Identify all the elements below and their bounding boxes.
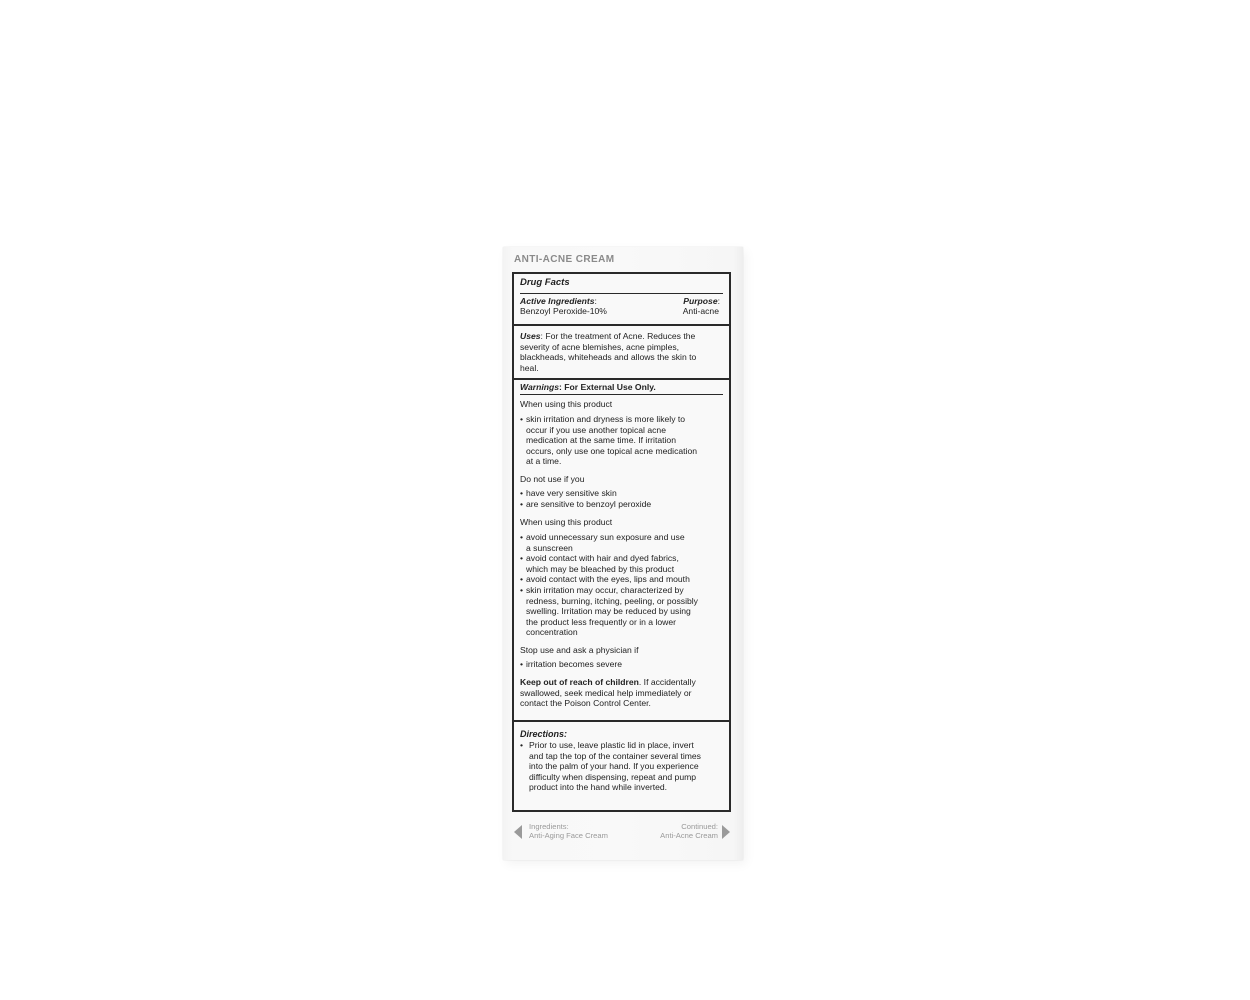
footer-right-line-2: Anti-Acne Cream xyxy=(660,831,718,840)
directions-line: into the palm of your hand. If you experience xyxy=(529,761,699,772)
section-divider xyxy=(514,378,729,380)
warning-line: a sunscreen xyxy=(526,542,573,553)
box-footer xyxy=(514,821,732,845)
warning-line: irritation becomes severe xyxy=(526,659,623,669)
active-ingredient-value: Benzoyl Peroxide-10% xyxy=(520,306,607,316)
warning-line: skin irritation may occur, characterized by xyxy=(526,585,684,595)
box-title: ANTI-ACNE CREAM xyxy=(514,254,615,265)
directions-line: product into the hand while inverted. xyxy=(529,782,668,793)
arrow-right-icon xyxy=(722,825,730,839)
product-box xyxy=(503,247,743,860)
keep-out-line-3: contact the Poison Control Center. xyxy=(520,698,651,709)
drug-facts-panel xyxy=(512,272,731,812)
bullet: • xyxy=(520,740,524,750)
section-divider xyxy=(514,324,729,326)
warning-line: are sensitive to benzoyl peroxide xyxy=(526,498,652,509)
uses-line-3: blackheads, whiteheads and allows the skin to xyxy=(520,352,697,363)
bullet: • xyxy=(520,659,524,669)
bullet: • xyxy=(520,414,524,424)
warning-line: medication at the same time. If irritation xyxy=(526,435,676,446)
warning-line: have very sensitive skin xyxy=(526,488,617,498)
warning-line: the product less frequently or in a lower xyxy=(526,616,676,627)
warning-line: concentration xyxy=(526,627,578,638)
warning-line: redness, burning, itching, peeling, or possibly xyxy=(526,595,698,606)
warnings-group3-title: When using this product xyxy=(520,517,613,527)
warning-line: which may be bleached by this product xyxy=(526,563,675,574)
directions-line: difficulty when dispensing, repeat and pump xyxy=(529,771,697,782)
drug-facts-heading: Drug Facts xyxy=(520,277,570,288)
arrow-left-icon xyxy=(514,825,522,839)
warning-line: avoid contact with the eyes, lips and mouth xyxy=(526,574,690,585)
warnings-group4-title: Stop use and ask a physician if xyxy=(520,645,639,655)
warnings-rule xyxy=(520,394,723,395)
warning-line: avoid contact with hair and dyed fabrics, xyxy=(526,553,679,564)
keep-out-line-2: swallowed, seek medical help immediately or xyxy=(520,687,692,698)
footer-right-line-1: Continued: xyxy=(681,822,718,831)
warning-line: swelling. Irritation may be reduced by using xyxy=(526,606,691,617)
footer-left-line-1: Ingredients: xyxy=(529,822,569,831)
warnings-heading: Warnings: For External Use Only. xyxy=(520,382,656,392)
heading-rule xyxy=(520,293,723,294)
directions-line: Prior to use, leave plastic lid in place, invert xyxy=(529,740,694,750)
warning-line: occurs, only use one topical acne medication xyxy=(526,445,698,456)
bullet: • xyxy=(520,585,524,595)
footer-left-line-2: Anti-Aging Face Cream xyxy=(529,831,608,840)
uses-line-1: Uses: For the treatment of Acne. Reduces the xyxy=(520,331,696,341)
warning-line: occur if you use another topical acne xyxy=(526,424,666,435)
warning-line: avoid unnecessary sun exposure and use xyxy=(526,532,685,542)
warning-line: skin irritation and dryness is more likely to xyxy=(526,414,686,424)
warnings-group2-title: Do not use if you xyxy=(520,474,585,484)
purpose-label: Purpose: xyxy=(683,296,720,306)
bullet: • xyxy=(520,574,524,585)
purpose-value: Anti-acne xyxy=(682,306,719,316)
active-ingredients-label: Active Ingredients: xyxy=(520,296,597,306)
warning-line: at a time. xyxy=(526,456,562,467)
directions-heading: Directions: xyxy=(520,729,568,739)
bullet: • xyxy=(520,488,524,498)
uses-line-4: heal. xyxy=(520,362,539,373)
uses-line-2: severity of acne blemishes, acne pimples, xyxy=(520,341,680,352)
bullet: • xyxy=(520,553,524,564)
section-divider xyxy=(514,720,729,722)
bullet: • xyxy=(520,498,524,509)
directions-line: and tap the top of the container several times xyxy=(529,750,701,761)
bullet: • xyxy=(520,532,524,542)
warnings-group1-title: When using this product xyxy=(520,399,613,409)
keep-out-line-1: Keep out of reach of children. If accidentally xyxy=(520,677,696,687)
